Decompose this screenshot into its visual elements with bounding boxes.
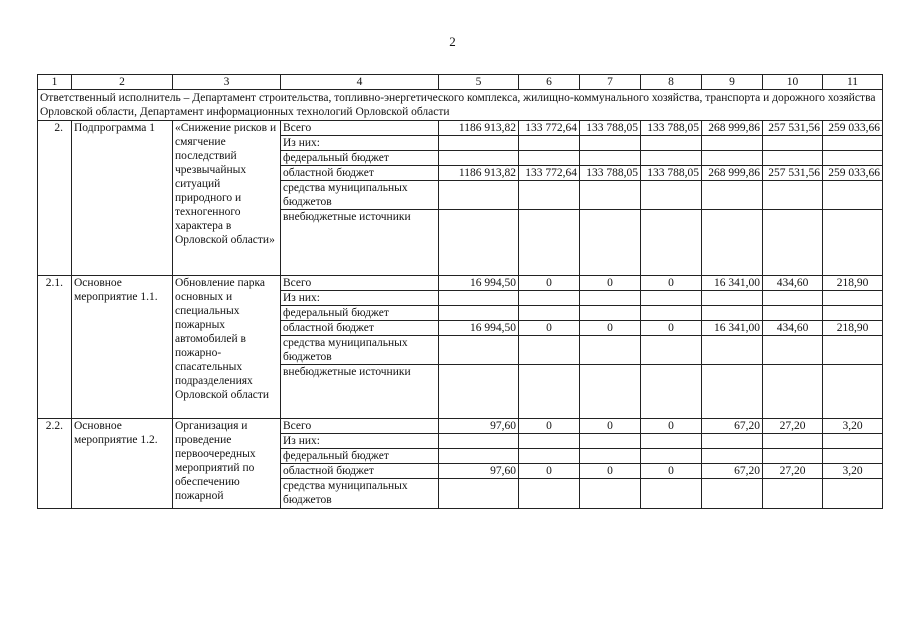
budget-table [37, 74, 883, 509]
amount-cell: 259 033,66 [823, 121, 883, 136]
funding-source: федеральный бюджет [281, 306, 439, 321]
amount-cell: 0 [519, 321, 580, 336]
amount-cell [439, 151, 519, 166]
executor-row [38, 90, 883, 121]
amount-cell: 1186 913,82 [439, 121, 519, 136]
amount-cell [439, 365, 519, 419]
column-number: 4 [281, 75, 439, 90]
amount-cell [641, 336, 702, 365]
amount-cell: 27,20 [763, 464, 823, 479]
amount-cell [580, 479, 641, 509]
amount-cell [580, 210, 641, 276]
amount-cell: 0 [519, 276, 580, 291]
item-name: «Снижение рисков и смягчение последствий чрезвычайных ситуаций природного и техногенного характера в Орловской области» [173, 121, 281, 276]
item-name: Организация и проведение первоочередных мероприятий по обеспечению пожарной [173, 419, 281, 509]
amount-cell: 133 788,05 [641, 166, 702, 181]
funding-source: Всего [281, 419, 439, 434]
amount-cell: 0 [641, 276, 702, 291]
amount-cell [439, 181, 519, 210]
amount-cell: 0 [519, 419, 580, 434]
amount-cell [439, 136, 519, 151]
amount-cell [519, 291, 580, 306]
amount-cell [439, 479, 519, 509]
amount-cell: 133 788,05 [641, 121, 702, 136]
amount-cell: 16 341,00 [702, 321, 763, 336]
amount-cell: 97,60 [439, 419, 519, 434]
amount-cell [823, 136, 883, 151]
amount-cell [823, 449, 883, 464]
amount-cell: 0 [580, 276, 641, 291]
amount-cell [641, 151, 702, 166]
column-number: 1 [38, 75, 72, 90]
amount-cell [702, 449, 763, 464]
column-number: 10 [763, 75, 823, 90]
amount-cell: 1186 913,82 [439, 166, 519, 181]
amount-cell [580, 365, 641, 419]
amount-cell [823, 479, 883, 509]
amount-cell [702, 291, 763, 306]
funding-source: федеральный бюджет [281, 151, 439, 166]
amount-cell: 133 772,64 [519, 166, 580, 181]
amount-cell [580, 434, 641, 449]
amount-cell: 0 [641, 464, 702, 479]
amount-cell [519, 136, 580, 151]
amount-cell: 259 033,66 [823, 166, 883, 181]
amount-cell [519, 336, 580, 365]
amount-cell [702, 306, 763, 321]
funding-source: средства муниципальных бюджетов [281, 181, 439, 210]
amount-cell: 0 [641, 321, 702, 336]
amount-cell [580, 181, 641, 210]
funding-source: областной бюджет [281, 321, 439, 336]
amount-cell [641, 210, 702, 276]
amount-cell [439, 291, 519, 306]
column-number: 3 [173, 75, 281, 90]
amount-cell [439, 449, 519, 464]
amount-cell [823, 210, 883, 276]
funding-source: Из них: [281, 136, 439, 151]
amount-cell [702, 151, 763, 166]
amount-cell [519, 479, 580, 509]
item-kind: Подпрограмма 1 [72, 121, 173, 276]
amount-cell [823, 181, 883, 210]
amount-cell [702, 434, 763, 449]
funding-source: Всего [281, 121, 439, 136]
amount-cell [702, 210, 763, 276]
table-row [38, 419, 883, 434]
column-number: 6 [519, 75, 580, 90]
amount-cell [580, 449, 641, 464]
amount-cell [580, 151, 641, 166]
amount-cell: 0 [580, 321, 641, 336]
amount-cell [823, 291, 883, 306]
funding-source: федеральный бюджет [281, 449, 439, 464]
amount-cell: 16 341,00 [702, 276, 763, 291]
amount-cell [641, 181, 702, 210]
amount-cell: 97,60 [439, 464, 519, 479]
amount-cell [519, 449, 580, 464]
column-number: 5 [439, 75, 519, 90]
amount-cell [763, 306, 823, 321]
amount-cell [702, 181, 763, 210]
item-kind: Основное мероприятие 1.1. [72, 276, 173, 419]
amount-cell [763, 151, 823, 166]
column-number: 9 [702, 75, 763, 90]
funding-source: внебюджетные источники [281, 365, 439, 419]
amount-cell: 67,20 [702, 464, 763, 479]
item-number: 2.1. [38, 276, 72, 419]
column-number: 11 [823, 75, 883, 90]
funding-source: средства муниципальных бюджетов [281, 336, 439, 365]
amount-cell [641, 365, 702, 419]
amount-cell: 16 994,50 [439, 321, 519, 336]
table-row [38, 276, 883, 291]
column-number-row [38, 75, 883, 90]
amount-cell: 133 788,05 [580, 121, 641, 136]
amount-cell: 0 [580, 419, 641, 434]
amount-cell [439, 336, 519, 365]
amount-cell: 0 [519, 464, 580, 479]
page-number: 2 [449, 34, 456, 49]
amount-cell [519, 151, 580, 166]
responsible-executor: Ответственный исполнитель – Департамент строительства, топливно-энергетического комплекса, жилищно-коммунального хозяйства, транспорта и дорожного хозяйства Орловской области, Департамент информационных технологий Орловской области [38, 90, 883, 121]
amount-cell [519, 434, 580, 449]
amount-cell [823, 306, 883, 321]
amount-cell [823, 365, 883, 419]
amount-cell [580, 136, 641, 151]
amount-cell [641, 434, 702, 449]
funding-source: областной бюджет [281, 464, 439, 479]
amount-cell [702, 479, 763, 509]
amount-cell [763, 136, 823, 151]
amount-cell: 67,20 [702, 419, 763, 434]
amount-cell [763, 181, 823, 210]
amount-cell [519, 181, 580, 210]
funding-source: внебюджетные источники [281, 210, 439, 276]
amount-cell: 434,60 [763, 321, 823, 336]
amount-cell: 3,20 [823, 419, 883, 434]
amount-cell [519, 306, 580, 321]
amount-cell [763, 210, 823, 276]
table-row [38, 121, 883, 136]
amount-cell [763, 291, 823, 306]
column-number: 8 [641, 75, 702, 90]
amount-cell [763, 449, 823, 464]
amount-cell [702, 336, 763, 365]
amount-cell [823, 336, 883, 365]
amount-cell: 16 994,50 [439, 276, 519, 291]
funding-source: Из них: [281, 434, 439, 449]
amount-cell [823, 151, 883, 166]
amount-cell: 133 788,05 [580, 166, 641, 181]
amount-cell [641, 306, 702, 321]
amount-cell [641, 479, 702, 509]
amount-cell [763, 336, 823, 365]
column-number: 7 [580, 75, 641, 90]
amount-cell: 0 [641, 419, 702, 434]
amount-cell [439, 306, 519, 321]
amount-cell [641, 136, 702, 151]
amount-cell: 0 [580, 464, 641, 479]
amount-cell [439, 210, 519, 276]
item-number: 2.2. [38, 419, 72, 509]
amount-cell: 434,60 [763, 276, 823, 291]
amount-cell [823, 434, 883, 449]
amount-cell [763, 365, 823, 419]
amount-cell: 257 531,56 [763, 166, 823, 181]
amount-cell: 268 999,86 [702, 166, 763, 181]
funding-source: областной бюджет [281, 166, 439, 181]
item-name: Обновление парка основных и специальных пожарных автомобилей в пожарно-спасательных подразделениях Орловской области [173, 276, 281, 419]
item-number: 2. [38, 121, 72, 276]
amount-cell: 218,90 [823, 321, 883, 336]
amount-cell: 3,20 [823, 464, 883, 479]
amount-cell [763, 434, 823, 449]
amount-cell [580, 291, 641, 306]
amount-cell: 27,20 [763, 419, 823, 434]
amount-cell [702, 136, 763, 151]
funding-source: Всего [281, 276, 439, 291]
amount-cell [580, 306, 641, 321]
amount-cell [763, 479, 823, 509]
funding-source: средства муниципальных бюджетов [281, 479, 439, 509]
item-kind: Основное мероприятие 1.2. [72, 419, 173, 509]
amount-cell [641, 291, 702, 306]
amount-cell [439, 434, 519, 449]
amount-cell [641, 449, 702, 464]
amount-cell: 257 531,56 [763, 121, 823, 136]
amount-cell [519, 210, 580, 276]
funding-source: Из них: [281, 291, 439, 306]
amount-cell [519, 365, 580, 419]
amount-cell: 218,90 [823, 276, 883, 291]
amount-cell [702, 365, 763, 419]
amount-cell [580, 336, 641, 365]
amount-cell: 268 999,86 [702, 121, 763, 136]
column-number: 2 [72, 75, 173, 90]
amount-cell: 133 772,64 [519, 121, 580, 136]
